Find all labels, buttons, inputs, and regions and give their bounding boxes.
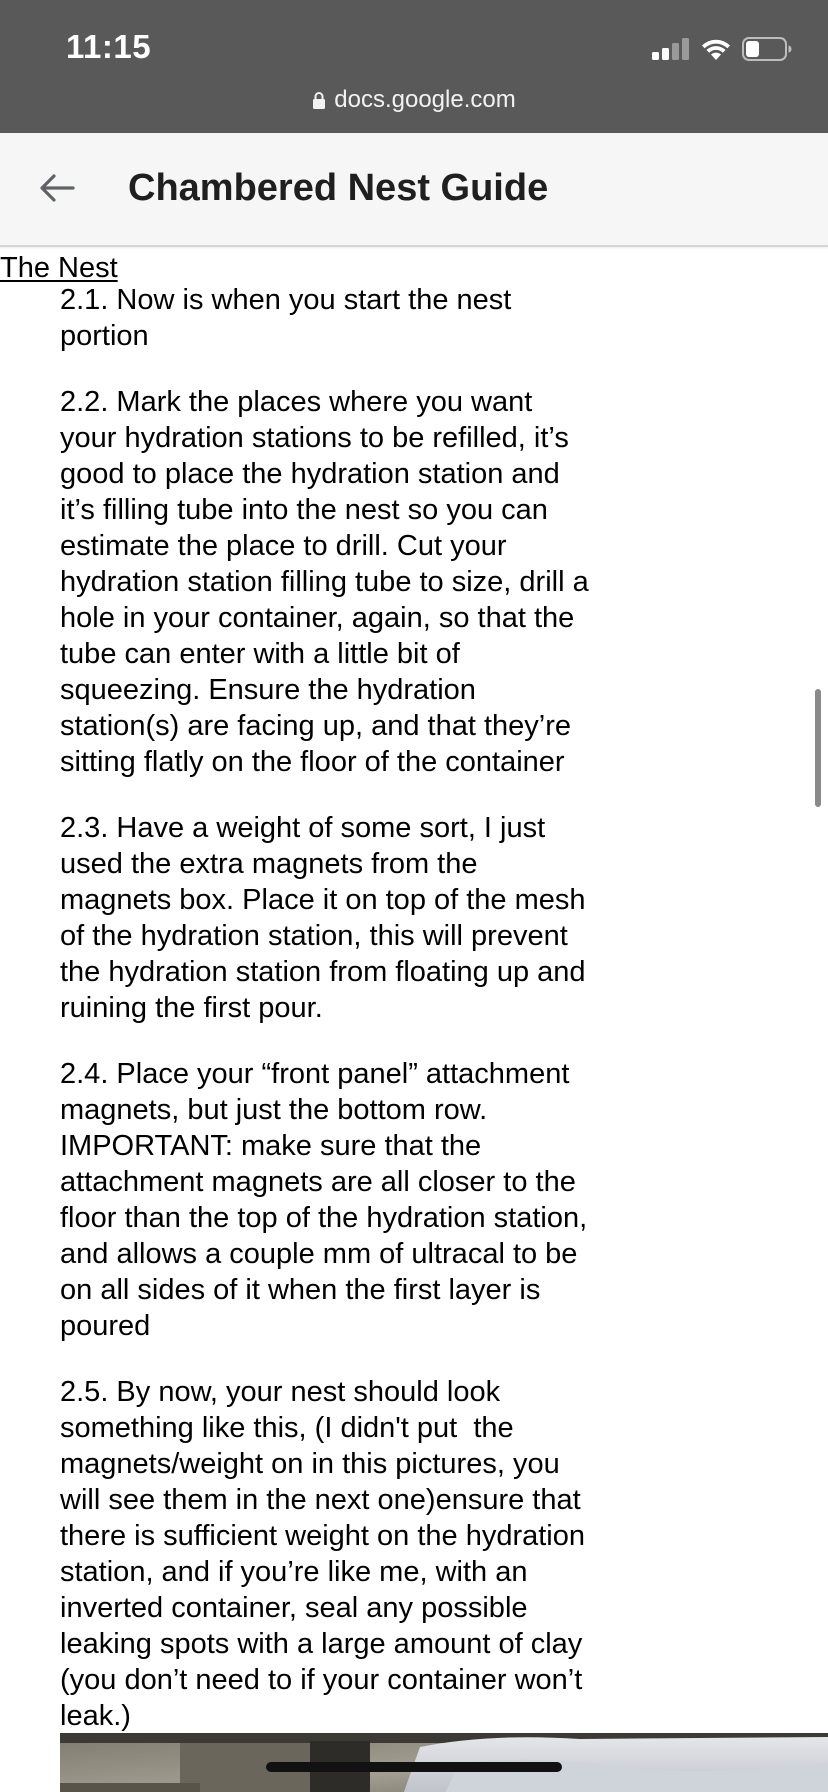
scrollbar[interactable]: [815, 689, 821, 807]
url-text: docs.google.com: [334, 86, 516, 113]
paragraph-2-2: 2.2. Mark the places where you want your hydration stations to be refilled, it’s good to place the hydration station and it’s filling tube into the nest so you can estimate the place to drill. Cut your hydration station filling tube to size, drill a hole in your container, again, so that the tube can enter with a little bit of squeezing. Ensure the hydration station(s) are facing up, and that they’re sitting flatly on the floor of the container: [60, 386, 589, 778]
home-indicator[interactable]: [266, 1762, 562, 1772]
paragraph-2-5: 2.5. By now, your nest should look something like this, (I didn't put the magnets/weight on in this pictures, you will see them in the next one)ensure that there is sufficient weight on the hydration station, and if you’re like me, with an inverted container, seal any possible leaking spots with a large amount of clay (you don’t need to if your container won’t leak.): [60, 1376, 586, 1732]
document-body[interactable]: [0, 246, 828, 1792]
doc-header: [0, 133, 828, 247]
lock-icon: [312, 91, 326, 109]
battery-icon: [742, 37, 792, 61]
status-time: 11:15: [66, 28, 152, 65]
paragraph-2-3: 2.3. Have a weight of some sort, I just used the extra magnets from the magnets box. Place it on top of the mesh of the hydration station, this will prevent the hydration station from floating up and ruining the first pour.: [60, 812, 586, 1024]
arrow-left-icon: [39, 173, 75, 203]
document-title: Chambered Nest Guide: [128, 167, 549, 209]
status-bar: [0, 0, 828, 133]
cellular-signal-icon: [652, 38, 690, 60]
url-bar[interactable]: [0, 86, 828, 120]
back-button[interactable]: [32, 163, 82, 213]
wifi-icon: [700, 36, 732, 62]
section-heading: The Nest: [0, 252, 118, 284]
paragraph-2-4: 2.4. Place your “front panel” attachment magnets, but just the bottom row. IMPORTANT: make sure that the attachment magnets are all closer to the floor than the top of the hydration station, and allows a couple mm of ultracal to be on all sides of it when the first layer is poured: [60, 1058, 588, 1342]
paragraph-2-1: 2.1. Now is when you start the nest portion: [60, 284, 512, 352]
paragraph-list: [60, 282, 660, 1764]
